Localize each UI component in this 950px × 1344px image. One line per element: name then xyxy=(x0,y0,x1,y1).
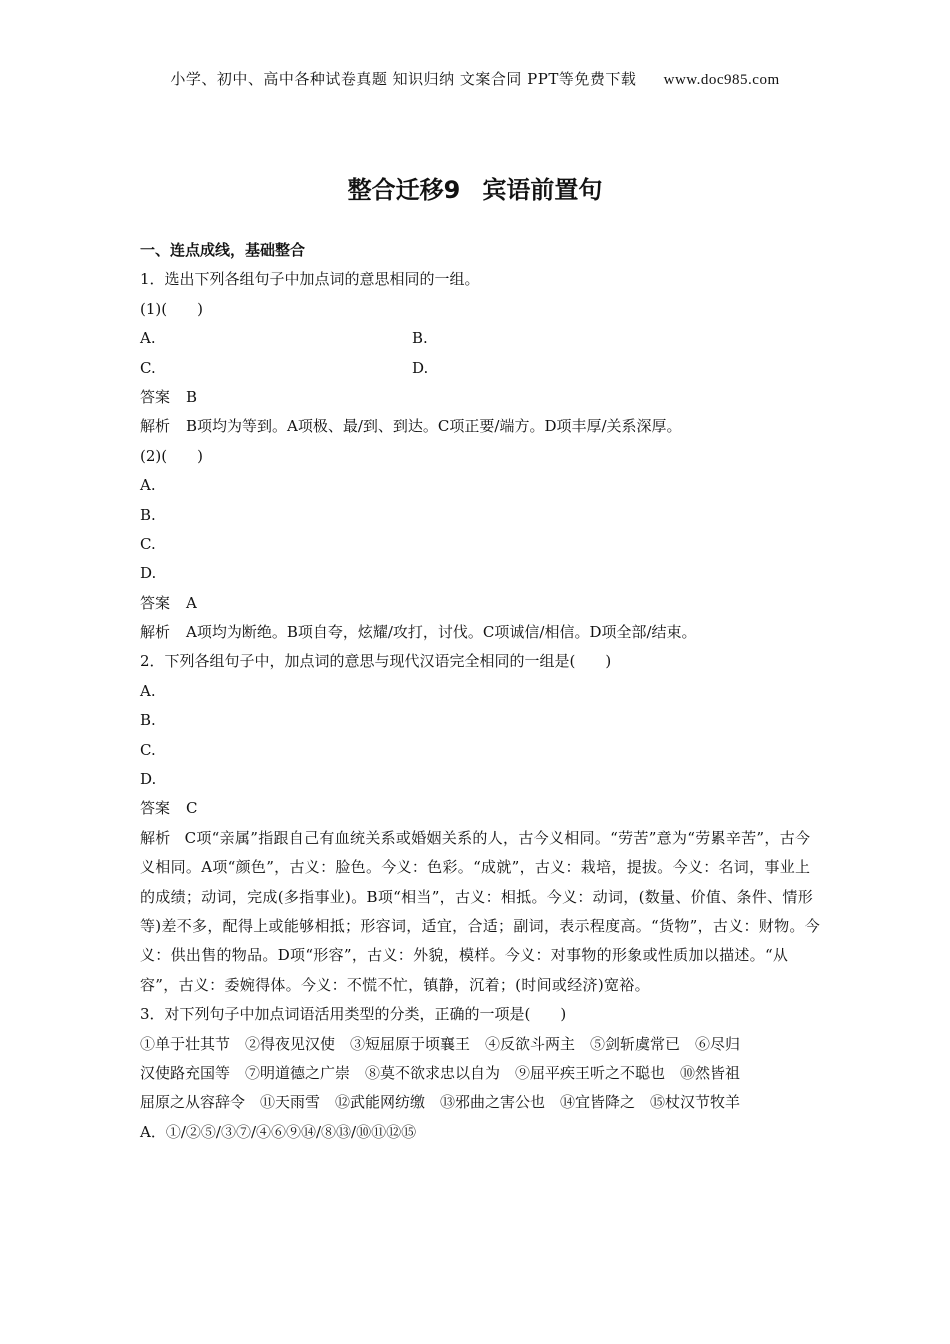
page-title xyxy=(0,170,950,205)
page-header xyxy=(0,68,950,89)
title-right: 宾语前置句 xyxy=(482,176,603,204)
header-url[interactable]: www.doc985.com xyxy=(663,72,780,88)
section-heading: 一、连点成线，基础整合 xyxy=(140,241,306,259)
q3-items-line2: 汉使路充国等 ⑦明道德之广崇 ⑧莫不欲求忠以自为 ⑨屈平疾王听之不聪也 ⑩然皆祖 xyxy=(140,1064,741,1083)
analysis-text: C项“亲属”指跟自己有血统关系或婚姻关系的人，古今义相同。“劳苦”意为“劳累辛苦”，古今义相同。A项“颜色”，古义：脸色。今义：色彩。“成就”，古义：栽培，提拔。今义：名词，事业上的成绩；动词，完成(多指事业)。B项“相当”，古义：相抵。今义：动词，(数量、价值、条件、情形等)差不多，配得上或能够相抵；形容词，适宜，合适；副词，表示程度高。“货物”，古义：财物。今义：供出售的物品。D项“形容”，古义：外貌，模样。今义：对事物的形象或性质加以描述。“从容”，古义：委婉得体。今义：不慌不忙，镇静，沉着；(时间或经济)宽裕。 xyxy=(140,828,820,994)
q1-sub1-options-row1 xyxy=(140,324,820,353)
analysis-label: 解析 xyxy=(140,417,171,436)
q2-analysis xyxy=(140,824,820,1000)
q1-sub1-answer xyxy=(140,383,820,412)
analysis-label: 解析 xyxy=(140,828,171,847)
q3-option-a: A．①/②⑤/③⑦/④⑥⑨⑭/⑧⑬/⑩⑪⑫⑮ xyxy=(140,1122,417,1141)
q2-answer xyxy=(140,794,820,823)
q1-sub1-option-a: A. xyxy=(140,329,156,348)
main-content xyxy=(140,236,820,1147)
q1-sub1-option-b: B. xyxy=(412,329,428,348)
answer-label: 答案 xyxy=(140,799,171,818)
answer-label: 答案 xyxy=(140,387,171,406)
q3-items-line3: 屈原之从容辞令 ⑪天雨雪 ⑫武能网纺缴 ⑬邪曲之害公也 ⑭宜皆降之 ⑮杖汉节牧羊 xyxy=(140,1093,741,1112)
q1-sub1-number: (1)( ) xyxy=(140,299,203,318)
analysis-label: 解析 xyxy=(140,623,171,642)
header-text: 小学、初中、高中各种试卷真题 知识归纳 文案合同 PPT等免费下载 xyxy=(170,70,637,88)
q1-sub1-options-row2 xyxy=(140,354,820,383)
q1-sub2-number: (2)( ) xyxy=(140,446,203,465)
q1-sub1-analysis xyxy=(140,412,820,441)
q2-option-b: B. xyxy=(140,711,156,730)
q2-option-c: C. xyxy=(140,740,156,759)
analysis-text: A项均为断绝。B项自夸，炫耀/攻打，讨伐。C项诚信/相信。D项全部/结束。 xyxy=(186,623,697,642)
answer-value: B xyxy=(186,387,198,406)
q1-sub2-option-a: A. xyxy=(140,476,156,495)
answer-value: C xyxy=(186,799,198,818)
q1-sub2-option-c: C. xyxy=(140,534,156,553)
answer-value: A xyxy=(186,593,197,612)
title-left: 整合迁移9 xyxy=(347,176,461,204)
q2-option-d: D. xyxy=(140,770,157,789)
q1-sub1-option-c: C. xyxy=(140,358,156,377)
q1-sub2-option-b: B. xyxy=(140,505,156,524)
q2-option-a: A. xyxy=(140,681,156,700)
q3-stem: 3．对下列句子中加点词语活用类型的分类，正确的一项是( ) xyxy=(140,1005,567,1024)
q2-stem: 2．下列各组句子中，加点词的意思与现代汉语完全相同的一组是( ) xyxy=(140,652,612,671)
q1-sub1-option-d: D. xyxy=(412,358,429,377)
analysis-text: B项均为等到。A项极、最/到、到达。C项正要/端方。D项丰厚/关系深厚。 xyxy=(186,417,682,436)
q3-items-line1: ①单于壮其节 ②得夜见汉使 ③短屈原于顷襄王 ④反欲斗两主 ⑤剑斩虞常已 ⑥尽归 xyxy=(140,1034,741,1053)
q1-sub2-option-d: D. xyxy=(140,564,157,583)
answer-label: 答案 xyxy=(140,593,171,612)
q1-sub2-analysis xyxy=(140,618,820,647)
q1-sub2-answer xyxy=(140,589,820,618)
q1-stem: 1．选出下列各组句子中加点词的意思相同的一组。 xyxy=(140,270,480,289)
